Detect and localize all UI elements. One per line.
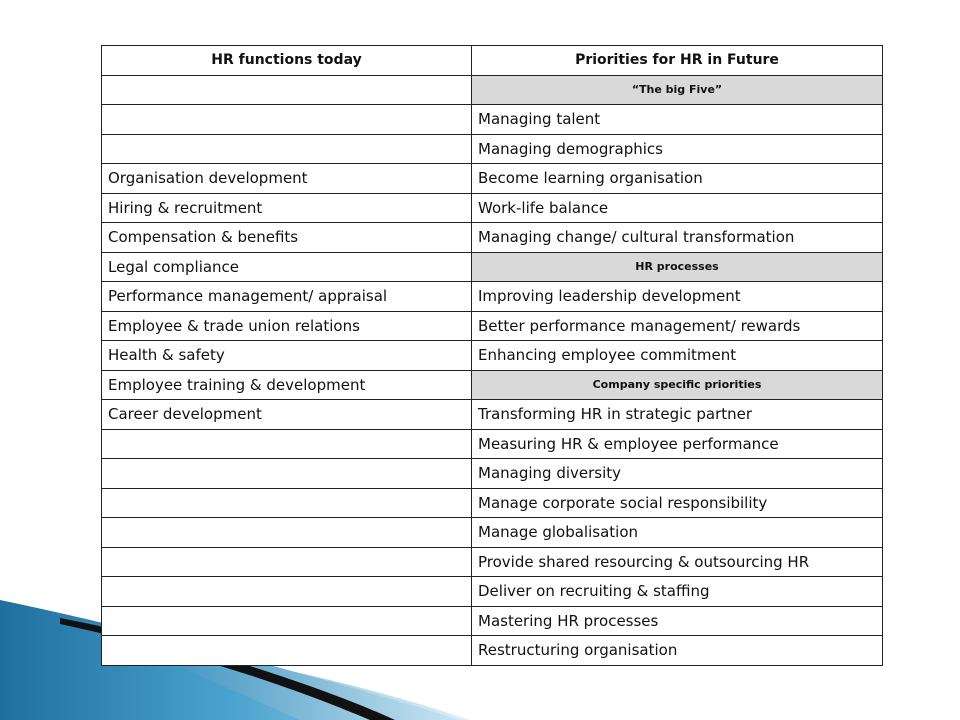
cell-future-priority: Improving leadership development — [472, 282, 883, 312]
table-row — [102, 164, 883, 194]
cell-hr-function-today — [102, 75, 472, 105]
cell-hr-function-today: Hiring & recruitment — [102, 193, 472, 223]
cell-future-priority: Measuring HR & employee performance — [472, 429, 883, 459]
cell-hr-function-today: Organisation development — [102, 164, 472, 194]
header-priorities-future: Priorities for HR in Future — [472, 46, 883, 76]
table-row — [102, 370, 883, 400]
table-row — [102, 400, 883, 430]
cell-hr-function-today — [102, 429, 472, 459]
hr-priorities-table — [101, 45, 883, 666]
cell-hr-function-today: Employee & trade union relations — [102, 311, 472, 341]
cell-future-priority: Deliver on recruiting & staffing — [472, 577, 883, 607]
cell-hr-function-today — [102, 577, 472, 607]
table-row — [102, 606, 883, 636]
cell-future-priority: Manage corporate social responsibility — [472, 488, 883, 518]
table-row — [102, 429, 883, 459]
table-row — [102, 459, 883, 489]
table-row — [102, 488, 883, 518]
cell-priority-section-heading: “The big Five” — [472, 75, 883, 105]
cell-hr-function-today — [102, 518, 472, 548]
cell-future-priority: Managing change/ cultural transformation — [472, 223, 883, 253]
cell-future-priority: Work-life balance — [472, 193, 883, 223]
cell-priority-section-heading: HR processes — [472, 252, 883, 282]
table-header-row — [102, 46, 883, 76]
cell-hr-function-today: Career development — [102, 400, 472, 430]
cell-hr-function-today: Employee training & development — [102, 370, 472, 400]
cell-hr-function-today — [102, 105, 472, 135]
table-row — [102, 311, 883, 341]
cell-future-priority: Become learning organisation — [472, 164, 883, 194]
cell-hr-function-today: Performance management/ appraisal — [102, 282, 472, 312]
cell-future-priority: Transforming HR in strategic partner — [472, 400, 883, 430]
cell-hr-function-today — [102, 636, 472, 666]
cell-priority-section-heading: Company specific priorities — [472, 370, 883, 400]
table-row — [102, 193, 883, 223]
table-row — [102, 636, 883, 666]
cell-hr-function-today — [102, 459, 472, 489]
table-row — [102, 252, 883, 282]
cell-hr-function-today: Compensation & benefits — [102, 223, 472, 253]
cell-future-priority: Managing diversity — [472, 459, 883, 489]
cell-future-priority: Manage globalisation — [472, 518, 883, 548]
table-row — [102, 134, 883, 164]
cell-hr-function-today — [102, 488, 472, 518]
cell-future-priority: Enhancing employee commitment — [472, 341, 883, 371]
table-row — [102, 105, 883, 135]
cell-hr-function-today: Legal compliance — [102, 252, 472, 282]
cell-future-priority: Provide shared resourcing & outsourcing HR — [472, 547, 883, 577]
cell-hr-function-today — [102, 134, 472, 164]
table-row — [102, 75, 883, 105]
header-hr-functions-today: HR functions today — [102, 46, 472, 76]
cell-future-priority: Mastering HR processes — [472, 606, 883, 636]
cell-hr-function-today: Health & safety — [102, 341, 472, 371]
table-row — [102, 223, 883, 253]
cell-future-priority: Managing talent — [472, 105, 883, 135]
table-row — [102, 577, 883, 607]
table-row — [102, 282, 883, 312]
table-row — [102, 518, 883, 548]
cell-hr-function-today — [102, 547, 472, 577]
cell-hr-function-today — [102, 606, 472, 636]
table-body — [102, 75, 883, 665]
cell-future-priority: Managing demographics — [472, 134, 883, 164]
cell-future-priority: Restructuring organisation — [472, 636, 883, 666]
table-row — [102, 341, 883, 371]
table-row — [102, 547, 883, 577]
cell-future-priority: Better performance management/ rewards — [472, 311, 883, 341]
